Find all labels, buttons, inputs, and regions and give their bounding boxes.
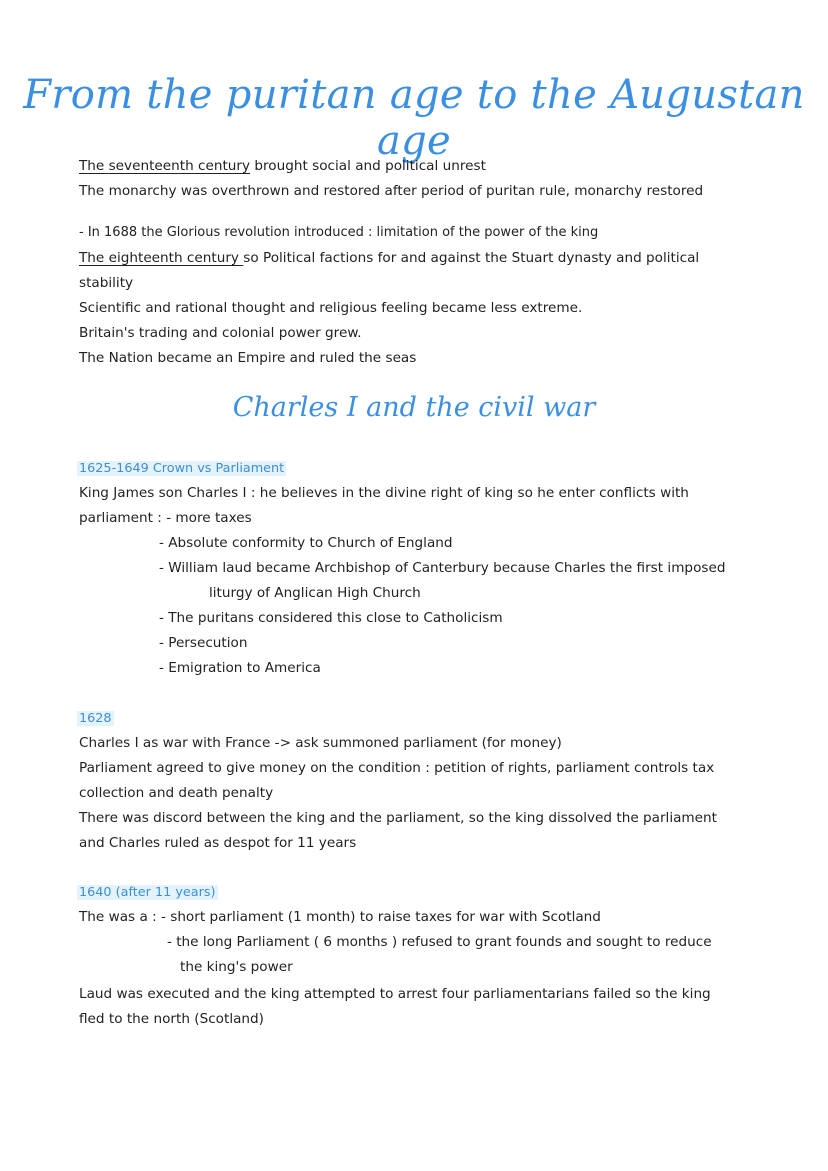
line-1640-3: the king's power (180, 959, 293, 975)
eighteenth-century-label: The eighteenth century (79, 250, 244, 266)
intro-line-glorious: - In 1688 the Glorious revolution introduced : limitation of the power of the king (79, 225, 599, 240)
intro-line-stability: stability (79, 275, 134, 291)
intro-line-scientific: Scientific and rational thought and religious feeling became less extreme. (79, 300, 583, 316)
line-1640-1: The was a : - short parliament (1 month) to raise taxes for war with Scotland (79, 909, 601, 925)
page-title: From the puritan age to the Augustan age (23, 72, 805, 164)
heading-1625 (79, 456, 286, 480)
intro-line-eighteenth (79, 246, 699, 270)
eighteenth-century-text: so Political factions for and against the Stuart dynasty and political (243, 250, 700, 266)
bullet-laud: - William laud became Archbishop of Canterbury because Charles the first imposed (159, 560, 726, 576)
bullet-puritans: - The puritans considered this close to Catholicism (159, 610, 503, 626)
bullet-persecution: - Persecution (159, 635, 248, 651)
line-1628-3: collection and death penalty (79, 785, 274, 801)
bullet-emigration: - Emigration to America (159, 660, 321, 676)
section-title: Charles I and the civil war (232, 392, 596, 423)
date-highlight-1640: 1640 (after 11 years) (79, 885, 216, 900)
line-1625-2: parliament : - more taxes (79, 510, 252, 526)
intro-line-seventeenth (79, 154, 486, 178)
seventeenth-century-text: brought social and political unrest (250, 158, 486, 174)
heading-1628 (79, 706, 114, 730)
line-1628-5: and Charles ruled as despot for 11 years (79, 835, 357, 851)
line-1640-5: fled to the north (Scotland) (79, 1011, 264, 1027)
line-1640-4: Laud was executed and the king attempted to arrest four parliamentarians failed so the king (79, 986, 711, 1002)
bullet-laud-continued: liturgy of Anglican High Church (209, 585, 421, 601)
line-1640-2: - the long Parliament ( 6 months ) refused to grant founds and sought to reduce (167, 934, 712, 950)
date-highlight-1628: 1628 (79, 711, 112, 726)
line-1628-4: There was discord between the king and the parliament, so the king dissolved the parliament (79, 810, 717, 826)
heading-1640 (79, 880, 218, 904)
line-1628-2: Parliament agreed to give money on the condition : petition of rights, parliament controls tax (79, 760, 715, 776)
seventeenth-century-label: The seventeenth century (79, 158, 251, 174)
intro-line-nation: The Nation became an Empire and ruled the seas (79, 350, 417, 366)
bullet-conformity: - Absolute conformity to Church of England (159, 535, 453, 551)
line-1628-1: Charles I as war with France -> ask summoned parliament (for money) (79, 735, 562, 751)
date-highlight-1625: 1625-1649 Crown vs Parliament (79, 461, 285, 476)
line-1625-1: King James son Charles I : he believes in the divine right of king so he enter conflicts with (79, 485, 689, 501)
intro-line-monarchy: The monarchy was overthrown and restored after period of puritan rule, monarchy restored (79, 183, 704, 199)
intro-line-trading: Britain's trading and colonial power grew. (79, 325, 362, 341)
